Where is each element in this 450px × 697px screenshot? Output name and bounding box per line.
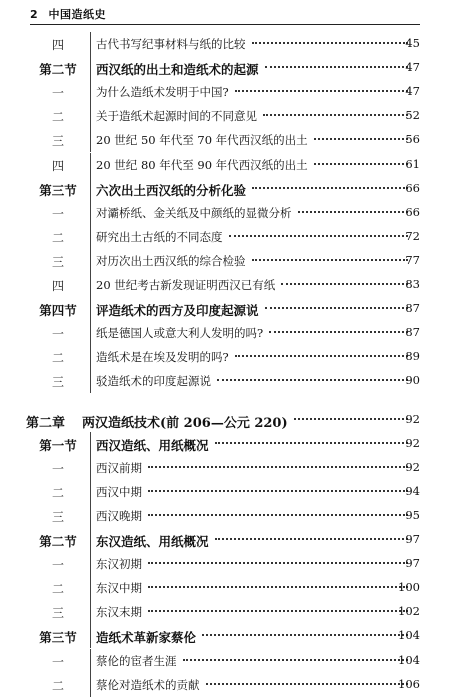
- toc-entry-page: 92: [405, 435, 420, 450]
- toc-entry-title: 纸是德国人或意大利人发明的吗?: [96, 326, 264, 341]
- toc-entry-number: 四: [51, 38, 64, 52]
- toc-entry-page: 92: [405, 411, 420, 426]
- dot-leader: [235, 355, 408, 357]
- toc-entry-number: 第四节: [39, 303, 77, 319]
- column-divider: [90, 480, 91, 504]
- toc-entry-title: 对灞桥纸、金关纸及中颜纸的显微分析: [96, 205, 292, 220]
- dot-leader: [215, 538, 408, 540]
- toc-entry-title: 东汉初期: [96, 557, 142, 572]
- dot-leader: [229, 235, 408, 237]
- column-divider: [90, 32, 91, 56]
- toc-entry-number: 第二章: [26, 415, 66, 431]
- toc-section: [0, 56, 450, 80]
- dot-leader: [217, 379, 408, 381]
- column-divider: [90, 56, 91, 80]
- toc-entry-number: 第二节: [39, 534, 77, 549]
- toc-item: [0, 104, 450, 128]
- toc-entry-page: 66: [405, 180, 420, 195]
- toc-entry-number: 二: [51, 582, 64, 597]
- dot-leader: [148, 562, 408, 564]
- column-divider: [90, 153, 91, 177]
- toc-entry-number: 一: [51, 654, 64, 669]
- toc-item: [0, 273, 450, 297]
- toc-entry-title: 蔡伦对造纸术的贡献: [96, 677, 200, 692]
- toc-entry-number: 三: [51, 134, 64, 149]
- toc-entry-number: 第二节: [39, 62, 77, 78]
- toc-entry-title: 为什么造纸术发明于中国?: [96, 85, 229, 100]
- column-divider: [90, 273, 91, 297]
- toc-item: [0, 649, 450, 673]
- toc-entry-number: 三: [51, 509, 64, 524]
- column-divider: [90, 201, 91, 225]
- toc-item: [0, 504, 450, 528]
- toc-item: [0, 552, 450, 576]
- toc-section: [0, 528, 450, 552]
- toc-item: [0, 128, 450, 152]
- toc-entry-page: 100: [398, 580, 420, 595]
- toc-entry-title: 西汉中期: [96, 484, 142, 499]
- dot-leader: [265, 66, 408, 68]
- column-divider: [90, 649, 91, 673]
- toc-item: [0, 600, 450, 624]
- toc-item: [0, 345, 450, 369]
- toc-entry-title: 西汉纸的出土和造纸术的起源: [96, 62, 259, 78]
- toc-entry-number: 四: [51, 279, 64, 293]
- column-divider: [90, 297, 91, 321]
- toc-entry-title: 关于造纸术起源时间的不同意见: [96, 109, 257, 124]
- toc-section: [0, 177, 450, 201]
- toc-entry-number: 三: [51, 606, 64, 621]
- toc-entry-title: 西汉晚期: [96, 508, 142, 523]
- toc-entry-page: 47: [405, 84, 420, 99]
- toc-entry-page: 66: [405, 204, 420, 219]
- toc-entry-page: 83: [405, 277, 420, 291]
- dot-leader: [294, 418, 408, 420]
- column-divider: [90, 624, 91, 648]
- dot-leader: [148, 490, 408, 492]
- toc-entry-number: 一: [51, 461, 64, 476]
- toc-entry-page: 52: [405, 108, 420, 123]
- toc-entry-page: 102: [398, 604, 420, 619]
- toc-entry-page: 104: [398, 652, 420, 667]
- toc-item: [0, 456, 450, 480]
- column-divider: [90, 80, 91, 104]
- book-title: 中国造纸史: [48, 8, 106, 21]
- toc-entry-title: 驳造纸术的印度起源说: [96, 374, 211, 389]
- column-divider: [90, 432, 91, 456]
- toc-entry-page: 45: [405, 36, 420, 50]
- column-divider: [90, 504, 91, 528]
- dot-leader: [148, 466, 408, 468]
- toc-item: [0, 32, 450, 56]
- dot-leader: [269, 331, 408, 333]
- toc-item: [0, 80, 450, 104]
- column-divider: [90, 104, 91, 128]
- toc-entry-page: 61: [405, 156, 420, 171]
- toc-entry-title: 六次出土西汉纸的分析化验: [96, 182, 247, 198]
- toc-item: [0, 201, 450, 225]
- toc-entry-page: 97: [405, 532, 420, 546]
- toc-entry-title: 东汉造纸、用纸概况: [96, 534, 209, 549]
- toc-entry-number: 二: [51, 230, 64, 245]
- toc-item: [0, 369, 450, 393]
- toc-entry-page: 92: [405, 459, 420, 474]
- column-divider: [90, 369, 91, 393]
- dot-leader: [265, 307, 408, 309]
- toc-entry-page: 97: [405, 556, 420, 571]
- column-divider: [90, 345, 91, 369]
- toc-entry-title: 20 世纪考古新发现证明西汉已有纸: [96, 278, 276, 292]
- toc-entry-number: 第三节: [39, 182, 77, 198]
- column-divider: [90, 249, 91, 273]
- toc-entry-number: 第三节: [39, 630, 77, 646]
- toc-entry-page: 90: [405, 373, 420, 388]
- column-divider: [90, 552, 91, 576]
- running-header: [30, 6, 106, 22]
- column-divider: [90, 177, 91, 201]
- toc-entry-number: 二: [51, 351, 64, 366]
- dot-leader: [148, 514, 408, 516]
- dot-leader: [148, 610, 408, 612]
- column-divider: [90, 321, 91, 345]
- dot-leader: [263, 114, 408, 116]
- toc-section: [0, 297, 450, 321]
- dot-leader: [252, 259, 408, 261]
- page-number: 2: [30, 8, 39, 21]
- dot-leader: [252, 42, 408, 44]
- column-divider: [90, 576, 91, 600]
- dot-leader: [202, 634, 408, 636]
- toc-entry-page: 87: [405, 301, 420, 316]
- toc-entry-title: 两汉造纸技术(前 206—公元 220): [82, 415, 288, 431]
- toc-entry-title: 东汉末期: [96, 605, 142, 620]
- dot-leader: [148, 586, 408, 588]
- toc-entry-number: 一: [51, 327, 64, 342]
- toc-entry-title: 蔡伦的宦者生涯: [96, 653, 177, 668]
- toc-entry-page: 77: [405, 252, 420, 267]
- toc-entry-number: 三: [51, 254, 64, 269]
- toc-entry-page: 89: [405, 349, 420, 364]
- dot-leader: [215, 442, 408, 444]
- toc-item: [0, 153, 450, 177]
- dot-leader: [252, 187, 408, 189]
- toc-entry-number: 一: [51, 558, 64, 573]
- toc-entry-page: 87: [405, 325, 420, 340]
- toc-item: [0, 321, 450, 345]
- column-divider: [90, 456, 91, 480]
- toc-entry-title: 20 世纪 80 年代至 90 年代西汉纸的出土: [96, 157, 308, 172]
- toc-entry-page: 104: [398, 628, 420, 643]
- column-divider: [90, 225, 91, 249]
- toc-entry-number: 二: [51, 110, 64, 125]
- toc-entry-title: 评造纸术的西方及印度起源说: [96, 303, 259, 319]
- toc-entry-title: 西汉造纸、用纸概况: [96, 437, 209, 453]
- dot-leader: [235, 90, 408, 92]
- toc-entry-title: 研究出土古纸的不同态度: [96, 229, 223, 244]
- toc-item: [0, 480, 450, 504]
- toc-entry-page: 56: [405, 132, 420, 147]
- toc-entry-number: 四: [51, 158, 64, 173]
- toc-entry-page: 72: [405, 228, 420, 243]
- toc-entry-page: 95: [405, 507, 420, 522]
- toc-entry-number: 一: [51, 206, 64, 221]
- toc-item: [0, 673, 450, 697]
- header-rule: [30, 24, 420, 25]
- toc-entry-number: 二: [51, 485, 64, 500]
- toc-section: [0, 624, 450, 648]
- toc-item: [0, 576, 450, 600]
- toc-entry-page: 94: [405, 483, 420, 498]
- dot-leader: [281, 283, 408, 285]
- column-divider: [90, 128, 91, 152]
- toc-chapter: [0, 408, 450, 432]
- toc-entry-title: 造纸术革新家蔡伦: [96, 630, 197, 646]
- dot-leader: [206, 683, 408, 685]
- toc-entry-title: 造纸术是在埃及发明的吗?: [96, 350, 229, 365]
- toc-entry-title: 20 世纪 50 年代至 70 年代西汉纸的出土: [96, 133, 308, 148]
- column-divider: [90, 673, 91, 697]
- toc-entry-number: 第一节: [39, 437, 77, 453]
- toc-entry-number: 三: [51, 375, 64, 390]
- toc-entry-title: 西汉前期: [96, 460, 142, 475]
- toc-entry-title: 东汉中期: [96, 581, 142, 596]
- toc-entry-title: 古代书写纪事材料与纸的比较: [96, 37, 246, 51]
- column-divider: [90, 600, 91, 624]
- toc-entry-number: 一: [51, 86, 64, 101]
- column-divider: [90, 528, 91, 552]
- toc-entry-page: 106: [398, 676, 420, 691]
- dot-leader: [183, 659, 408, 661]
- toc-section: [0, 432, 450, 456]
- toc-entry-number: 二: [51, 678, 64, 693]
- toc-entry-title: 对历次出土西汉纸的综合检验: [96, 253, 246, 268]
- toc-entry-page: 47: [405, 60, 420, 75]
- toc-item: [0, 249, 450, 273]
- toc-item: [0, 225, 450, 249]
